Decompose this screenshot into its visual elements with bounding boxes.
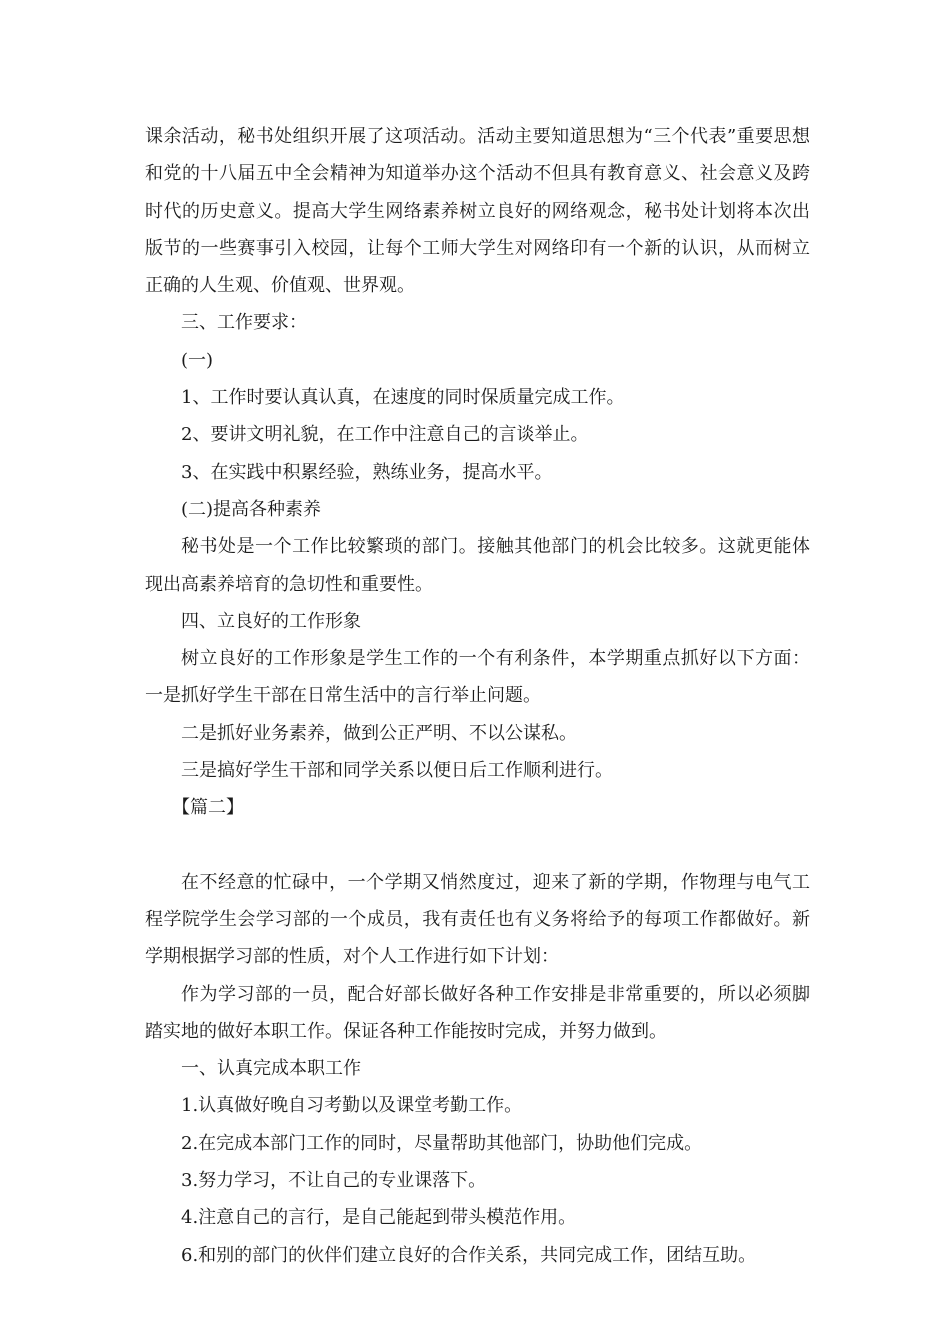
paragraph-activity-summary: 课余活动，秘书处组织开展了这项活动。活动主要知道思想为“三个代表”重要思想和党的十八届五中全会精神为知道举办这个活动不但具有教育意义、社会意义及跨时代的历史意义。提高大学生网络素养树立良好的网络观念，秘书处计划将本次出版节的一些赛事引入校园，让每个工师大学生对网络印有一个新的认识，从而树立正确的人生观、价值观、世界观。 <box>145 126 810 297</box>
heading-work-image: 四、立良好的工作形象 <box>181 610 361 632</box>
paragraph-secretariat: 秘书处是一个工作比较繁琐的部门。接触其他部门的机会比较多。这就更能体现出高素养培育的急切性和重要性。 <box>145 536 810 595</box>
paragraph-new-semester: 在不经意的忙碌中，一个学期又悄然度过，迎来了新的学期，作物理与电气工程学院学生会学习部的一个成员，我有责任也有义务将给予的每项工作都做好。新学期根据学习部的性质，对个人工作进行如下计划： <box>145 871 810 968</box>
paragraph-second-point: 二是抓好业务素养，做到公正严明、不以公谋私。 <box>181 722 577 744</box>
list-item-requirement-2: 2、要讲文明礼貌，在工作中注意自己的言谈举止。 <box>181 424 589 446</box>
section-title-part-two: 【篇二】 <box>172 797 244 819</box>
paragraph-work-image: 树立良好的工作形象是学生工作的一个有利条件，本学期重点抓好以下方面：一是抓好学生干部在日常生活中的言行举止问题。 <box>145 648 810 707</box>
paragraph-third-point: 三是搞好学生干部和同学关系以便日后工作顺利进行。 <box>181 760 613 782</box>
subheading-literacy: (二)提高各种素养 <box>181 498 322 520</box>
heading-work-requirements: 三、工作要求： <box>181 312 307 334</box>
list-item-duty-6: 6.和别的部门的伙伴们建立良好的合作关系，共同完成工作，团结互助。 <box>181 1244 757 1266</box>
heading-complete-duties: 一、认真完成本职工作 <box>181 1058 361 1080</box>
subheading-one: (一) <box>181 349 214 371</box>
list-item-duty-2: 2.在完成本部门工作的同时，尽量帮助其他部门，协助他们完成。 <box>181 1132 703 1154</box>
list-item-duty-3: 3.努力学习，不让自己的专业课落下。 <box>181 1170 487 1192</box>
section-gap <box>145 827 810 864</box>
list-item-requirement-1: 1、工作时要认真认真，在速度的同时保质量完成工作。 <box>181 387 625 409</box>
list-item-duty-1: 1.认真做好晚自习考勤以及课堂考勤工作。 <box>181 1095 523 1117</box>
document-page <box>145 118 810 1274</box>
list-item-requirement-3: 3、在实践中积累经验，熟练业务，提高水平。 <box>181 461 553 483</box>
list-item-duty-4: 4.注意自己的言行，是自己能起到带头模范作用。 <box>181 1207 577 1229</box>
paragraph-study-department: 作为学习部的一员，配合好部长做好各种工作安排是非常重要的，所以必须脚踏实地的做好本职工作。保证各种工作能按时完成，并努力做到。 <box>145 983 810 1042</box>
